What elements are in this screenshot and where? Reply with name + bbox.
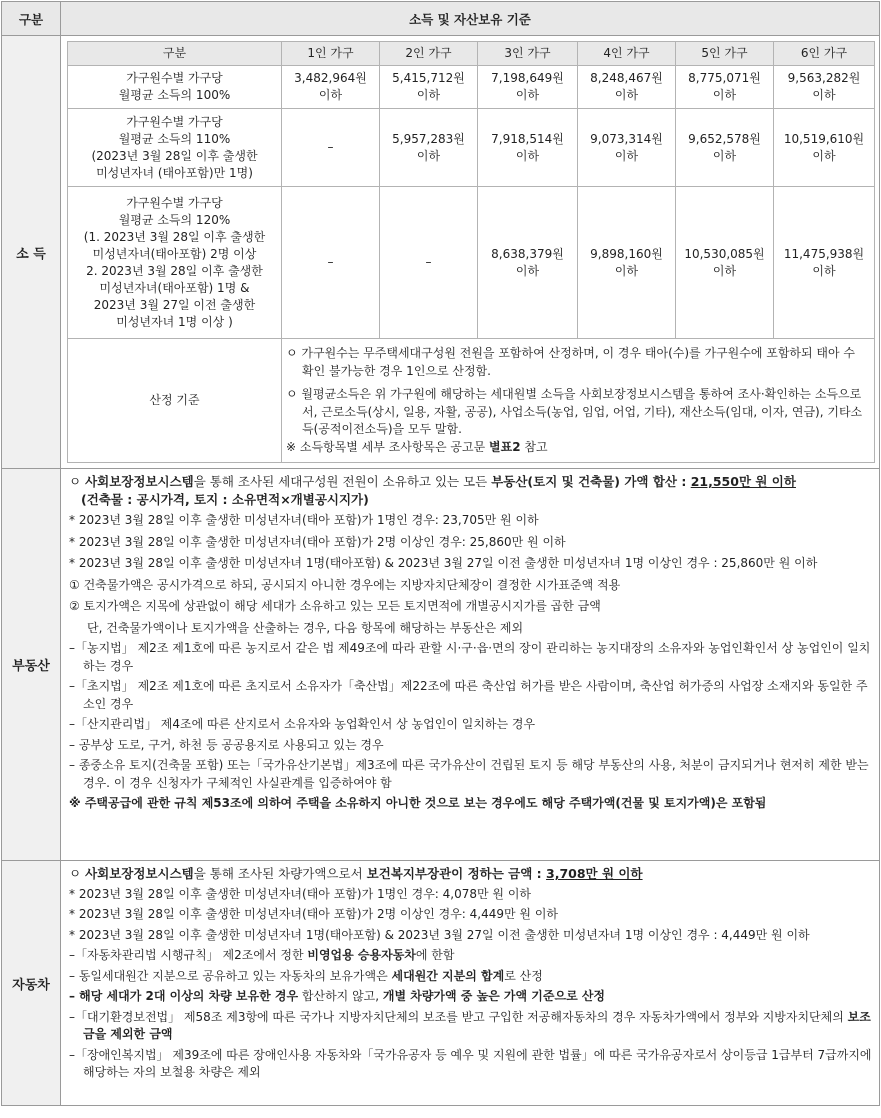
col-header: 4인 가구 xyxy=(578,42,676,66)
income-table xyxy=(67,41,875,463)
table-cell: – xyxy=(282,109,380,187)
car-dash-item: –「대기환경보전법」 제58조 제3항에 따른 국가나 지방자치단체의 보조를 받고 구입한 저공해자동차의 경우 자동차가액에서 정부와 지방자치단체의 보조금을 제외한 금액 xyxy=(69,1009,871,1041)
realestate-exception: 단, 건축물가액이나 토지가액을 산출하는 경우, 다음 항목에 해당하는 부동산은 제외 xyxy=(87,620,524,635)
col-header: 5인 가구 xyxy=(676,42,774,66)
table-row xyxy=(68,66,875,109)
table-cell: 9,652,578원 이하 xyxy=(676,109,774,187)
criteria-item: ㅇ 가구원수는 무주택세대구성원 전원을 포함하여 산정하며, 이 경우 태아(수)를 가구원수에 포함하되 태아 수 확인 불가능한 경우 1인으로 산정함. xyxy=(286,346,856,378)
table-cell: 10,519,610원 이하 xyxy=(774,109,875,187)
realestate-formula: (건축물 : 공시가격, 토지 : 소유면적×개별공시지가) xyxy=(81,491,369,507)
realestate-content xyxy=(61,469,880,861)
realestate-star-item: * 2023년 3월 28일 이후 출생한 미성년자녀(태아 포함)가 2명 이상인 경우: 25,860만 원 이하 xyxy=(69,534,566,549)
realestate-star-item: * 2023년 3월 28일 이후 출생한 미성년자녀 1명(태아포함) & 2023년 3월 27일 이전 출생한 미성년자녀 1명 이상인 경우 : 25,860만 원 이하 xyxy=(69,556,818,570)
table-cell: – xyxy=(380,187,478,339)
table-cell: 3,482,964원 이하 xyxy=(282,66,380,109)
realestate-dash-item: –「초지법」 제2조 제1호에 따른 초지로서 소유자가「축산법」제22조에 따른 축산업 허가를 받은 사람이며, 축산업 허가증의 사업장 소재지와 동일한 주소인 경우 xyxy=(69,679,868,711)
table-cell: 9,563,282원 이하 xyxy=(774,66,875,109)
table-cell: 8,248,467원 이하 xyxy=(578,66,676,109)
row-label: 가구원수별 가구당 월평균 소득의 120% (1. 2023년 3월 28일 이후 출생한 미성년자녀(태아포함) 2명 이상 2. 2023년 3월 28일 이후 출생한 미성년자녀(태아포함) 1명 & 2023년 3월 27일 이전 출생한 미성년자녀 1명 이상 ) xyxy=(68,187,282,339)
car-section-label: 자동차 xyxy=(2,861,61,1106)
col-header: 3인 가구 xyxy=(478,42,578,66)
realestate-circle-item: ② 토지가액은 지목에 상관없이 해당 세대가 소유하고 있는 모든 토지면적에 개별공시지가를 곱한 금액 xyxy=(69,599,601,613)
realestate-circle-item: ① 건축물가액은 공시가격으로 하되, 공시되지 아니한 경우에는 지방자치단체장이 결정한 시가표준액 적용 xyxy=(69,577,621,592)
table-cell: 10,530,085원 이하 xyxy=(676,187,774,339)
criteria-label: 산정 기준 xyxy=(68,339,282,463)
header-criteria: 소득 및 자산보유 기준 xyxy=(61,2,880,36)
realestate-dash-item: –「농지법」 제2조 제1호에 따른 농지로서 같은 법 제49조에 따라 관할 시·구·읍·면의 장이 관리하는 농지대장의 소유자와 농업인확인서 상 농업인이 일치하는 경우 xyxy=(69,641,871,673)
col-header: 6인 가구 xyxy=(774,42,875,66)
realestate-note: ※ 주택공급에 관한 규칙 제53조에 의하여 주택을 소유하지 아니한 것으로 보는 경우에도 해당 주택가액(건물 및 토지가액)은 포함됨 xyxy=(69,796,767,810)
car-content xyxy=(61,861,880,1106)
car-dash-item: – 동일세대원간 지분으로 공유하고 있는 자동차의 보유가액은 세대원간 지분의 합계로 산정 xyxy=(69,968,543,983)
table-cell: 8,638,379원 이하 xyxy=(478,187,578,339)
table-cell: – xyxy=(282,187,380,339)
criteria-item: ㅇ 월평균소득은 위 가구원에 해당하는 세대원별 소득을 사회보장정보시스템을 통하여 조사·확인하는 소득으로서, 근로소득(상시, 일용, 자활, 공공), 사업소득(농업, 임업, 어업, 기타), 재산소득(임대, 이자, 연금), 기타소득(공적이전소득)을 모두 말함. xyxy=(286,387,863,436)
header-category: 구분 xyxy=(2,2,61,36)
table-cell: 5,415,712원 이하 xyxy=(380,66,478,109)
realestate-dash-item: –「산지관리법」 제4조에 따른 산지로서 소유자와 농업확인서 상 농업인이 일치하는 경우 xyxy=(69,717,536,731)
col-header: 구분 xyxy=(68,42,282,66)
car-star-item: * 2023년 3월 28일 이후 출생한 미성년자녀 1명(태아포함) & 2023년 3월 27일 이전 출생한 미성년자녀 1명 이상인 경우 : 4,449만 원 이하 xyxy=(69,927,810,942)
table-cell: 7,198,649원 이하 xyxy=(478,66,578,109)
realestate-star-item: * 2023년 3월 28일 이후 출생한 미성년자녀(태아 포함)가 1명인 경우: 23,705만 원 이하 xyxy=(69,513,539,527)
row-label: 가구원수별 가구당 월평균 소득의 100% xyxy=(68,66,282,109)
table-cell: 9,073,314원 이하 xyxy=(578,109,676,187)
table-cell: 5,957,283원 이하 xyxy=(380,109,478,187)
car-star-item: * 2023년 3월 28일 이후 출생한 미성년자녀(태아 포함)가 1명인 경우: 4,078만 원 이하 xyxy=(69,886,532,901)
car-dash-item: – 해당 세대가 2대 이상의 차량 보유한 경우 합산하지 않고, 개별 차량가액 중 높은 가액 기준으로 산정 xyxy=(69,989,606,1003)
car-main: ㅇ 사회보장정보시스템을 통해 조사된 차량가액으로서 보건복지부장관이 정하는 금액 : 3,708만 원 이하 xyxy=(69,866,643,881)
car-star-item: * 2023년 3월 28일 이후 출생한 미성년자녀(태아 포함)가 2명 이상인 경우: 4,449만 원 이하 xyxy=(69,907,559,921)
col-header: 1인 가구 xyxy=(282,42,380,66)
realestate-dash-item: – 공부상 도로, 구거, 하천 등 공공용지로 사용되고 있는 경우 xyxy=(69,737,384,752)
criteria-row xyxy=(68,339,875,463)
table-cell: 11,475,938원 이하 xyxy=(774,187,875,339)
criteria-note: ※ 소득항목별 세부 조사항목은 공고문 별표2 참고 xyxy=(286,439,548,454)
income-table-header xyxy=(68,42,875,66)
realestate-dash-item: – 종중소유 토지(건축물 포함) 또는「국가유산기본법」제3조에 따른 국가유산이 건립된 토지 등 해당 부동산의 사용, 처분이 금지되거나 현저히 제한 받는 경우. 이 경우 신청자가 구체적인 사실관계를 입증하여야 함 xyxy=(69,758,869,790)
car-dash-item: –「자동차관리법 시행규칙」 제2조에서 정한 비영업용 승용자동차에 한함 xyxy=(69,948,455,962)
realestate-main: ㅇ 사회보장정보시스템을 통해 조사된 세대구성원 전원이 소유하고 있는 모든 부동산(토지 및 건축물) 가액 합산 : 21,550만 원 이하 xyxy=(69,474,796,489)
table-cell: 7,918,514원 이하 xyxy=(478,109,578,187)
car-dash-item: –「장애인복지법」 제39조에 따른 장애인사용 자동차와「국가유공자 등 예우 및 지원에 관한 법률」에 따른 국가유공자로서 상이등급 1급부터 7급까지에 해당하는 자의 보철용 차량은 제외 xyxy=(69,1047,872,1079)
realestate-section-label: 부동산 xyxy=(2,469,61,861)
table-row xyxy=(68,109,875,187)
table-cell: 8,775,071원 이하 xyxy=(676,66,774,109)
table-row xyxy=(68,187,875,339)
income-section-label: 소 득 xyxy=(2,36,61,469)
table-cell: 9,898,160원 이하 xyxy=(578,187,676,339)
criteria-content xyxy=(282,339,875,463)
eligibility-table xyxy=(1,1,880,1106)
row-label: 가구원수별 가구당 월평균 소득의 110% (2023년 3월 28일 이후 출생한 미성년자녀 (태아포함)만 1명) xyxy=(68,109,282,187)
col-header: 2인 가구 xyxy=(380,42,478,66)
